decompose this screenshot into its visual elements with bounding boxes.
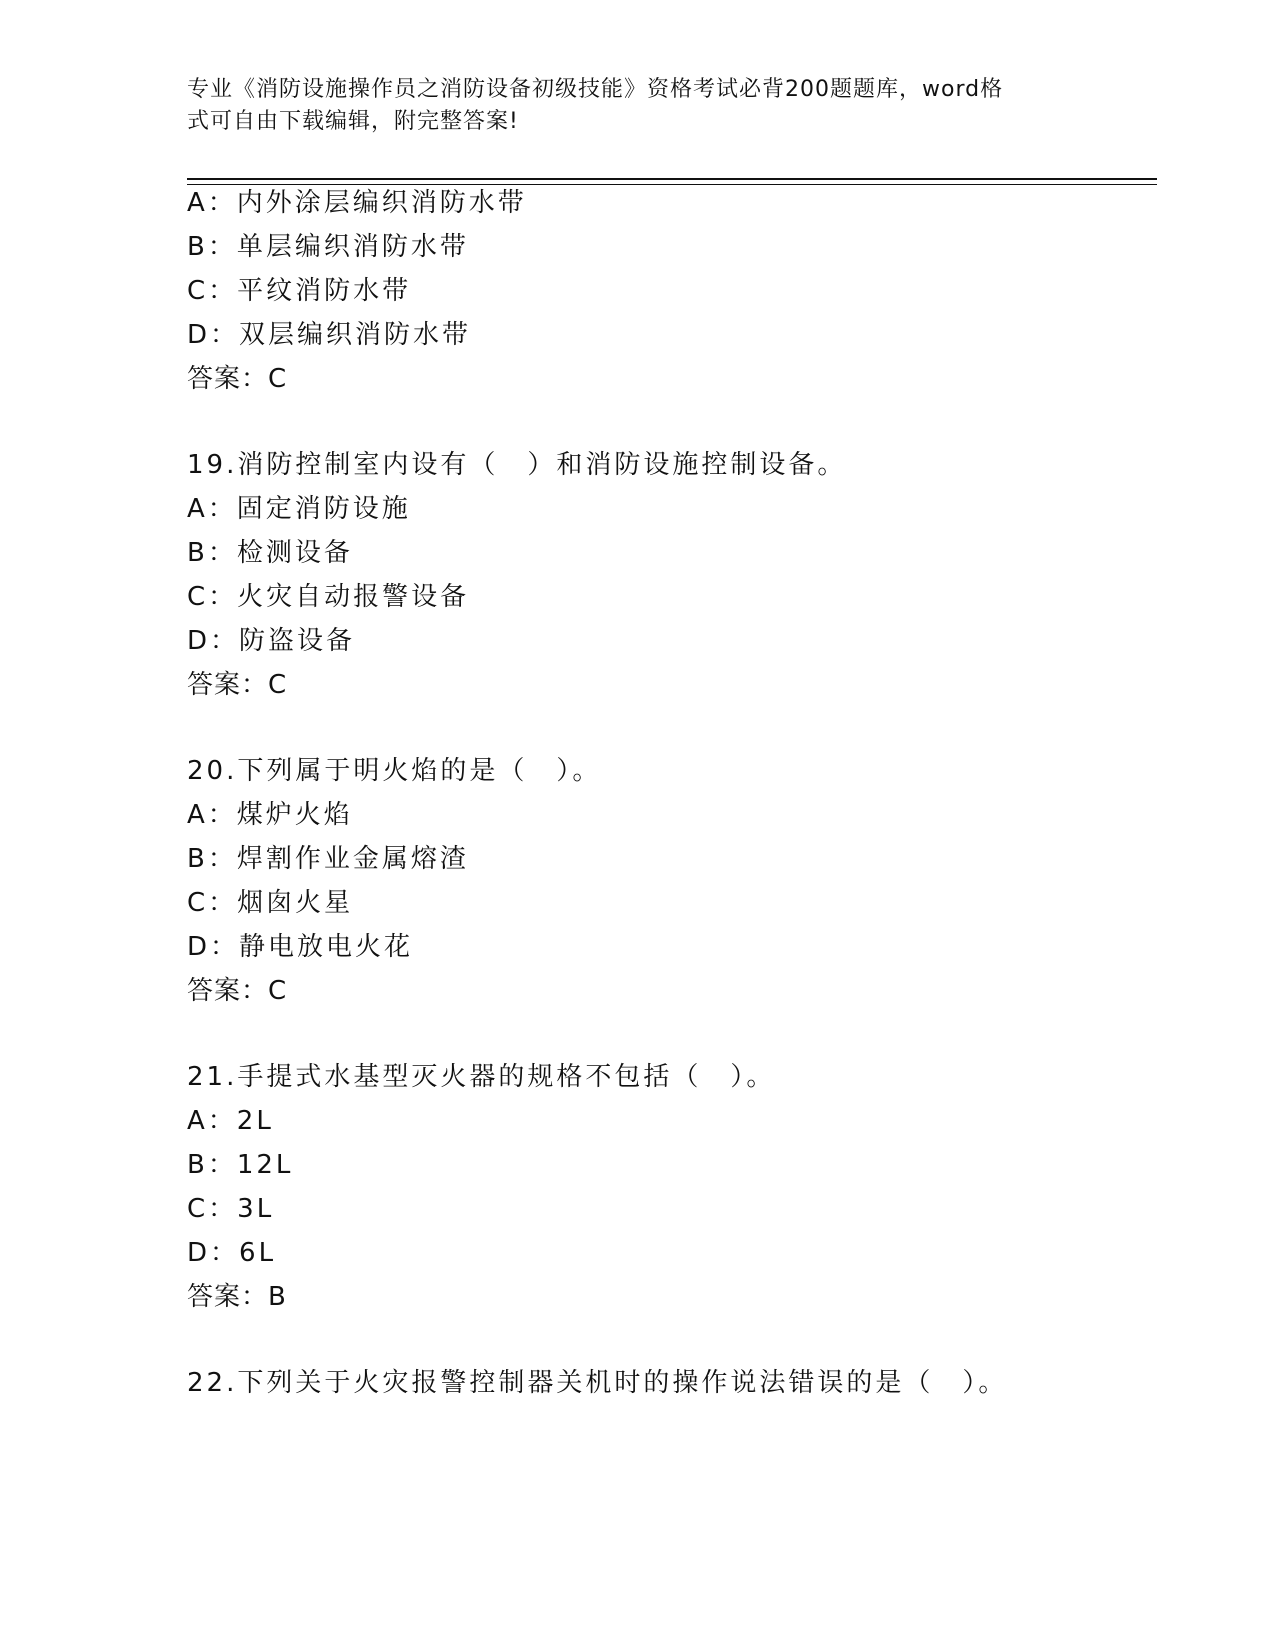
option-b: B：单层编织消防水带	[187, 232, 469, 262]
option-a: A：2L	[187, 1106, 274, 1136]
option-d: D：防盗设备	[187, 626, 356, 656]
option-d: D：静电放电火花	[187, 932, 414, 962]
option-b: B：焊割作业金属熔渣	[187, 844, 469, 874]
question-stem: 20.下列属于明火焰的是（ ）。	[187, 756, 602, 786]
option-c: C：火灾自动报警设备	[187, 582, 470, 612]
header-divider	[187, 178, 1157, 185]
answer: 答案：C	[187, 364, 288, 394]
option-a: A：煤炉火焰	[187, 800, 353, 830]
option-d: D：6L	[187, 1238, 277, 1268]
header-line-1: 专业《消防设施操作员之消防设备初级技能》资格考试必背200题题库，word格	[187, 77, 1004, 102]
answer: 答案：C	[187, 670, 288, 700]
option-d: D：双层编织消防水带	[187, 320, 472, 350]
option-b: B：检测设备	[187, 538, 353, 568]
option-a: A：内外涂层编织消防水带	[187, 188, 527, 218]
option-c: C：烟囱火星	[187, 888, 354, 918]
question-stem: 22.下列关于火灾报警控制器关机时的操作说法错误的是（ ）。	[187, 1368, 1008, 1398]
option-b: B：12L	[187, 1150, 294, 1180]
option-c: C：3L	[187, 1194, 275, 1224]
header-line-2: 式可自由下载编辑，附完整答案!	[187, 109, 519, 134]
option-c: C：平纹消防水带	[187, 276, 412, 306]
option-a: A：固定消防设施	[187, 494, 411, 524]
answer: 答案：B	[187, 1282, 287, 1312]
answer: 答案：C	[187, 976, 288, 1006]
question-stem: 21.手提式水基型灭火器的规格不包括（ ）。	[187, 1062, 776, 1092]
document-header	[187, 74, 1067, 138]
question-stem: 19.消防控制室内设有（ ）和消防设施控制设备。	[187, 450, 847, 480]
